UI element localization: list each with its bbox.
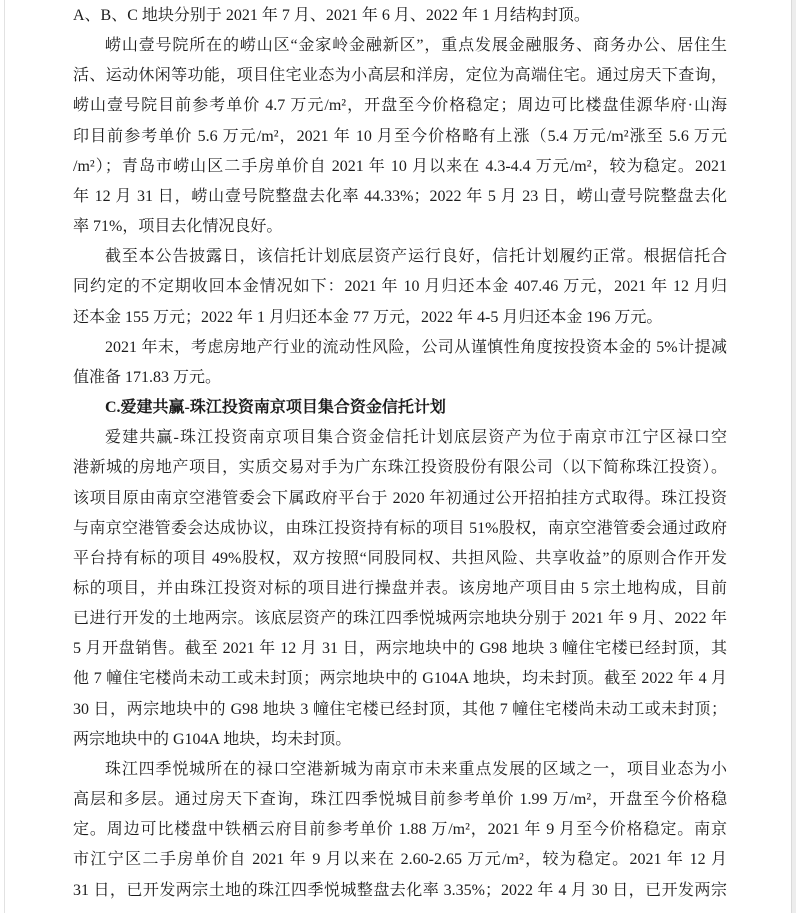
section-heading: C.爱建共赢-珠江投资南京项目集合资金信托计划 [105,399,446,417]
text-line: 平台持有标的项目 49%股权，双方按照“同股同权、共担风险、共享收益”的原则合作开发 [73,549,727,567]
text-line: 已进行开发的土地两宗。该底层资产的珠江四季悦城两宗地块分别于 2021 年 9 月、2022 年 [73,610,727,628]
text-line: 值准备 171.83 万元。 [73,368,222,386]
text-line: 印目前参考单价 5.6 万元/m²，2021 年 10 月至今价格略有上涨（5.4 万元/m²涨至 5.6 万元 [73,127,727,145]
page-left-edge [4,0,5,913]
text-line: 两宗地块中的 G104A 地块，均未封顶。 [73,730,352,748]
text-line: 崂山壹号院所在的崂山区“金家岭金融新区”，重点发展金融服务、商务办公、居住生 [105,37,727,55]
text-line: 截至本公告披露日，该信托计划底层资产运行良好，信托计划履约正常。根据信托合 [105,248,727,266]
text-line: 爱建共赢-珠江投资南京项目集合资金信托计划底层资产为位于南京市江宁区禄口空 [105,429,727,447]
text-line: 5 月开盘销售。截至 2021 年 12 月 31 日，两宗地块中的 G98 地块 3 幢住宅楼已经封顶，其 [73,640,727,658]
text-line: 2021 年末，考虑房地产行业的流动性风险，公司从谨慎性角度按投资本金的 5%计提减 [105,338,727,356]
text-line: 该项目原由南京空港管委会下属政府平台于 2020 年初通过公开招拍挂方式取得。珠江投资 [73,489,727,507]
text-line: /m²）；青岛市崂山区二手房单价自 2021 年 10 月以来在 4.3-4.4 万元/m²，较为稳定。2021 [73,157,727,175]
text-line: 还本金 155 万元；2022 年 1 月归还本金 77 万元，2022 年 4-5 月归还本金 196 万元。 [73,308,663,326]
text-line: 崂山壹号院目前参考单价 4.7 万元/m²，开盘至今价格稳定；周边可比楼盘佳源华府·山海 [73,97,727,115]
text-line: 与南京空港管委会达成协议，由珠江投资持有标的项目 51%股权，南京空港管委会通过政府 [73,519,727,537]
text-line: 率 71%，项目去化情况良好。 [73,218,283,236]
text-line: 活、运动休闲等功能，项目住宅业态为小高层和洋房，定位为高端住宅。通过房天下查询， [73,67,727,85]
document-text-block [73,1,727,906]
page-right-edge [791,0,796,913]
text-line: 标的项目，并由珠江投资对标的项目进行操盘并表。该房地产项目由 5 宗土地构成，目前 [73,579,727,597]
text-line: 31 日，已开发两宗土地的珠江四季悦城整盘去化率 3.35%；2022 年 4 月 30 日，已开发两宗 [73,881,727,899]
text-line: 同约定的不定期收回本金情况如下：2021 年 10 月归还本金 407.46 万元，2021 年 12 月归 [73,278,727,296]
text-line: 港新城的房地产项目，实质交易对手为广东珠江投资股份有限公司（以下简称珠江投资）。 [73,459,727,477]
text-line: 他 7 幢住宅楼尚未动工或未封顶；两宗地块中的 G104A 地块，均未封顶。截至 2022 年 4 月 [73,670,727,688]
text-line: 定。周边可比楼盘中铁栖云府目前参考单价 1.88 万/m²，2021 年 9 月至今价格稳定。南京 [73,821,727,839]
text-line: A、B、C 地块分别于 2021 年 7 月、2021 年 6 月、2022 年 1 月结构封顶。 [73,7,590,24]
text-line: 高层和多层。通过房天下查询，珠江四季悦城目前参考单价 1.99 万/m²，开盘至今价格稳 [73,791,727,809]
text-line: 30 日，两宗地块中的 G98 地块 3 幢住宅楼已经封顶，其他 7 幢住宅楼尚未动工或未封顶； [73,700,727,718]
text-line: 年 12 月 31 日，崂山壹号院整盘去化率 44.33%；2022 年 5 月 23 日，崂山壹号院整盘去化 [73,187,727,205]
text-line: 珠江四季悦城所在的禄口空港新城为南京市未来重点发展的区域之一，项目业态为小 [105,760,727,778]
text-line: 市江宁区二手房单价自 2021 年 9 月以来在 2.60-2.65 万元/m²，较为稳定。2021 年 12 月 [73,851,727,869]
